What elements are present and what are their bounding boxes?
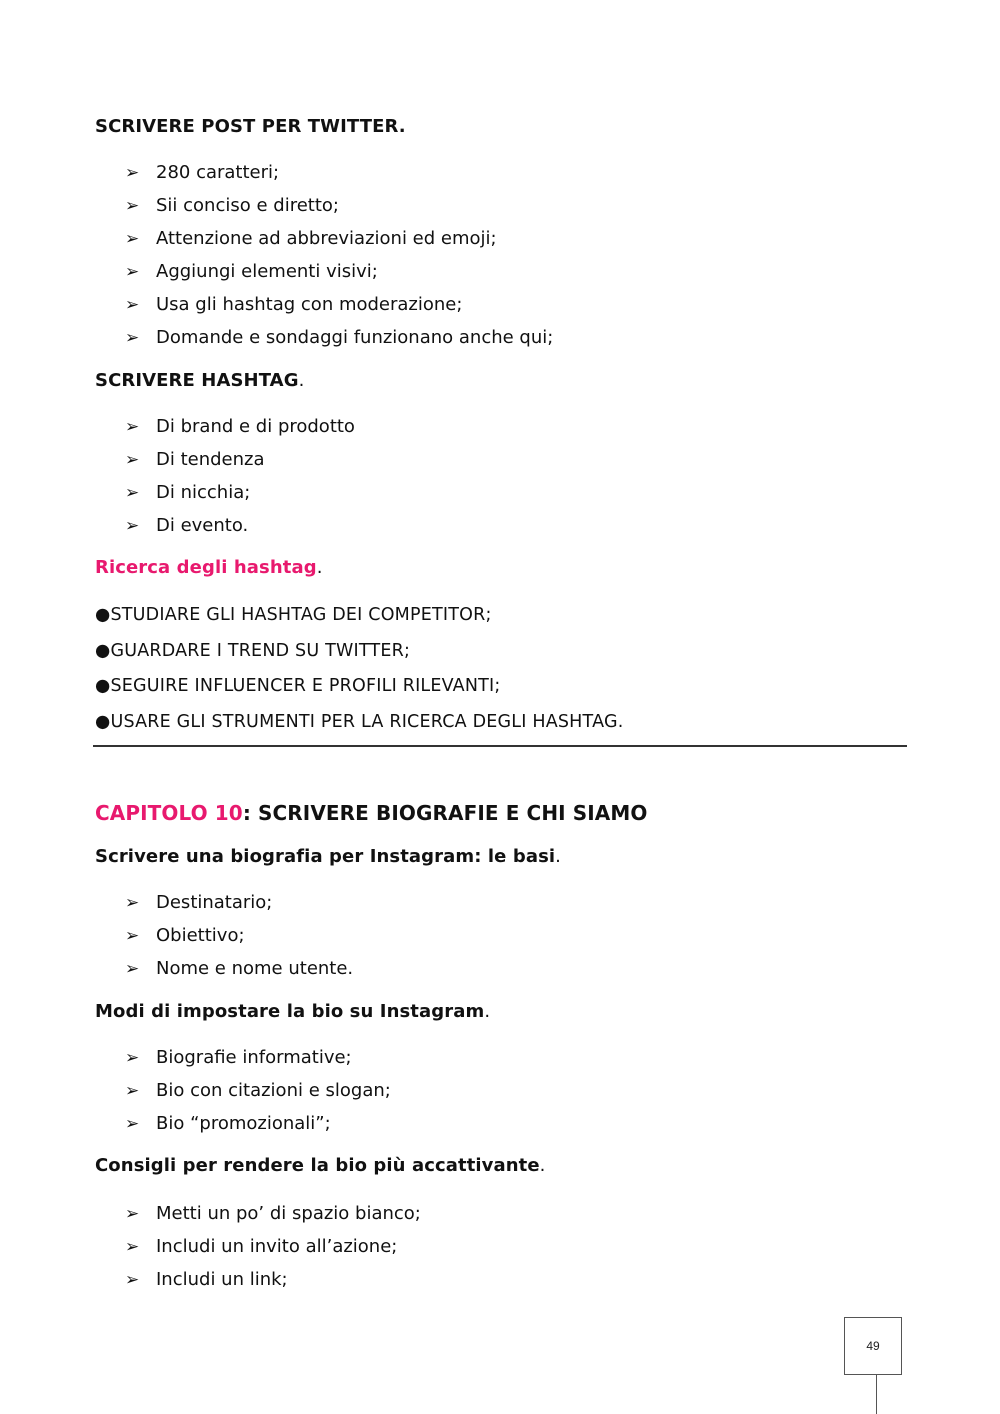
horizontal-divider <box>93 745 907 747</box>
arrow-bullet-icon: ➢ <box>125 295 140 315</box>
section-title-bio-modes: Modi di impostare la bio su Instagram. <box>95 1001 491 1022</box>
list-item: ●GUARDARE I TREND SU TWITTER; <box>95 640 411 661</box>
list-item: ➢ Domande e sondaggi funzionano anche qui; <box>125 321 553 354</box>
list-item: ➢ Destinatario; <box>125 886 353 919</box>
list-hashtag <box>125 410 355 542</box>
list-twitter <box>125 156 553 354</box>
list-item: ➢ Obiettivo; <box>125 919 353 952</box>
arrow-bullet-icon: ➢ <box>125 1048 140 1068</box>
list-bio-basics <box>125 886 353 985</box>
arrow-bullet-icon: ➢ <box>125 959 140 979</box>
list-item: ●USARE GLI STRUMENTI PER LA RICERCA DEGLI HASHTAG. <box>95 711 624 732</box>
arrow-bullet-icon: ➢ <box>125 417 140 437</box>
arrow-bullet-icon: ➢ <box>125 893 140 913</box>
arrow-bullet-icon: ➢ <box>125 163 140 183</box>
list-item: ➢ Biografie informative; <box>125 1041 391 1074</box>
list-item: ➢ Metti un po’ di spazio bianco; <box>125 1197 421 1230</box>
list-item: ➢ Nome e nome utente. <box>125 952 353 985</box>
list-item: ➢ Aggiungi elementi visivi; <box>125 255 553 288</box>
page-number-stem <box>876 1375 877 1414</box>
arrow-bullet-icon: ➢ <box>125 1114 140 1134</box>
arrow-bullet-icon: ➢ <box>125 483 140 503</box>
section-title-twitter: SCRIVERE POST PER TWITTER. <box>95 116 406 137</box>
chapter-title: CAPITOLO 10: SCRIVERE BIOGRAFIE E CHI SIAMO <box>95 801 648 825</box>
arrow-bullet-icon: ➢ <box>125 450 140 470</box>
list-item: ➢ Di brand e di prodotto <box>125 410 355 443</box>
arrow-bullet-icon: ➢ <box>125 516 140 536</box>
list-bio-modes <box>125 1041 391 1140</box>
list-item: ➢ Attenzione ad abbreviazioni ed emoji; <box>125 222 553 255</box>
list-item: ➢ Includi un link; <box>125 1263 421 1296</box>
list-item: ➢ Di tendenza <box>125 443 355 476</box>
list-item: ➢ Di evento. <box>125 509 355 542</box>
list-research <box>95 598 623 740</box>
arrow-bullet-icon: ➢ <box>125 262 140 282</box>
list-item: ➢ Sii conciso e diretto; <box>125 189 553 222</box>
list-item: ➢ Bio con citazioni e slogan; <box>125 1074 391 1107</box>
list-bio-tips <box>125 1197 421 1296</box>
section-title-research: Ricerca degli hashtag. <box>95 557 323 578</box>
list-item: ➢ Di nicchia; <box>125 476 355 509</box>
section-title-bio-tips: Consigli per rendere la bio più accattivante. <box>95 1155 546 1176</box>
page-number: 49 <box>844 1317 902 1375</box>
list-item: ●STUDIARE GLI HASHTAG DEI COMPETITOR; <box>95 605 492 625</box>
section-title-bio-basics: Scrivere una biografia per Instagram: le basi. <box>95 846 561 867</box>
list-item: ➢ Includi un invito all’azione; <box>125 1230 421 1263</box>
arrow-bullet-icon: ➢ <box>125 229 140 249</box>
list-item: ➢ 280 caratteri; <box>125 156 553 189</box>
arrow-bullet-icon: ➢ <box>125 1270 140 1290</box>
arrow-bullet-icon: ➢ <box>125 926 140 946</box>
list-item: ➢ Usa gli hashtag con moderazione; <box>125 288 553 321</box>
arrow-bullet-icon: ➢ <box>125 1204 140 1224</box>
list-item: ➢ Bio “promozionali”; <box>125 1107 391 1140</box>
arrow-bullet-icon: ➢ <box>125 328 140 348</box>
section-title-hashtag: SCRIVERE HASHTAG. <box>95 370 305 391</box>
arrow-bullet-icon: ➢ <box>125 196 140 216</box>
arrow-bullet-icon: ➢ <box>125 1081 140 1101</box>
list-item: ●SEGUIRE INFLUENCER E PROFILI RILEVANTI; <box>95 676 501 696</box>
arrow-bullet-icon: ➢ <box>125 1237 140 1257</box>
